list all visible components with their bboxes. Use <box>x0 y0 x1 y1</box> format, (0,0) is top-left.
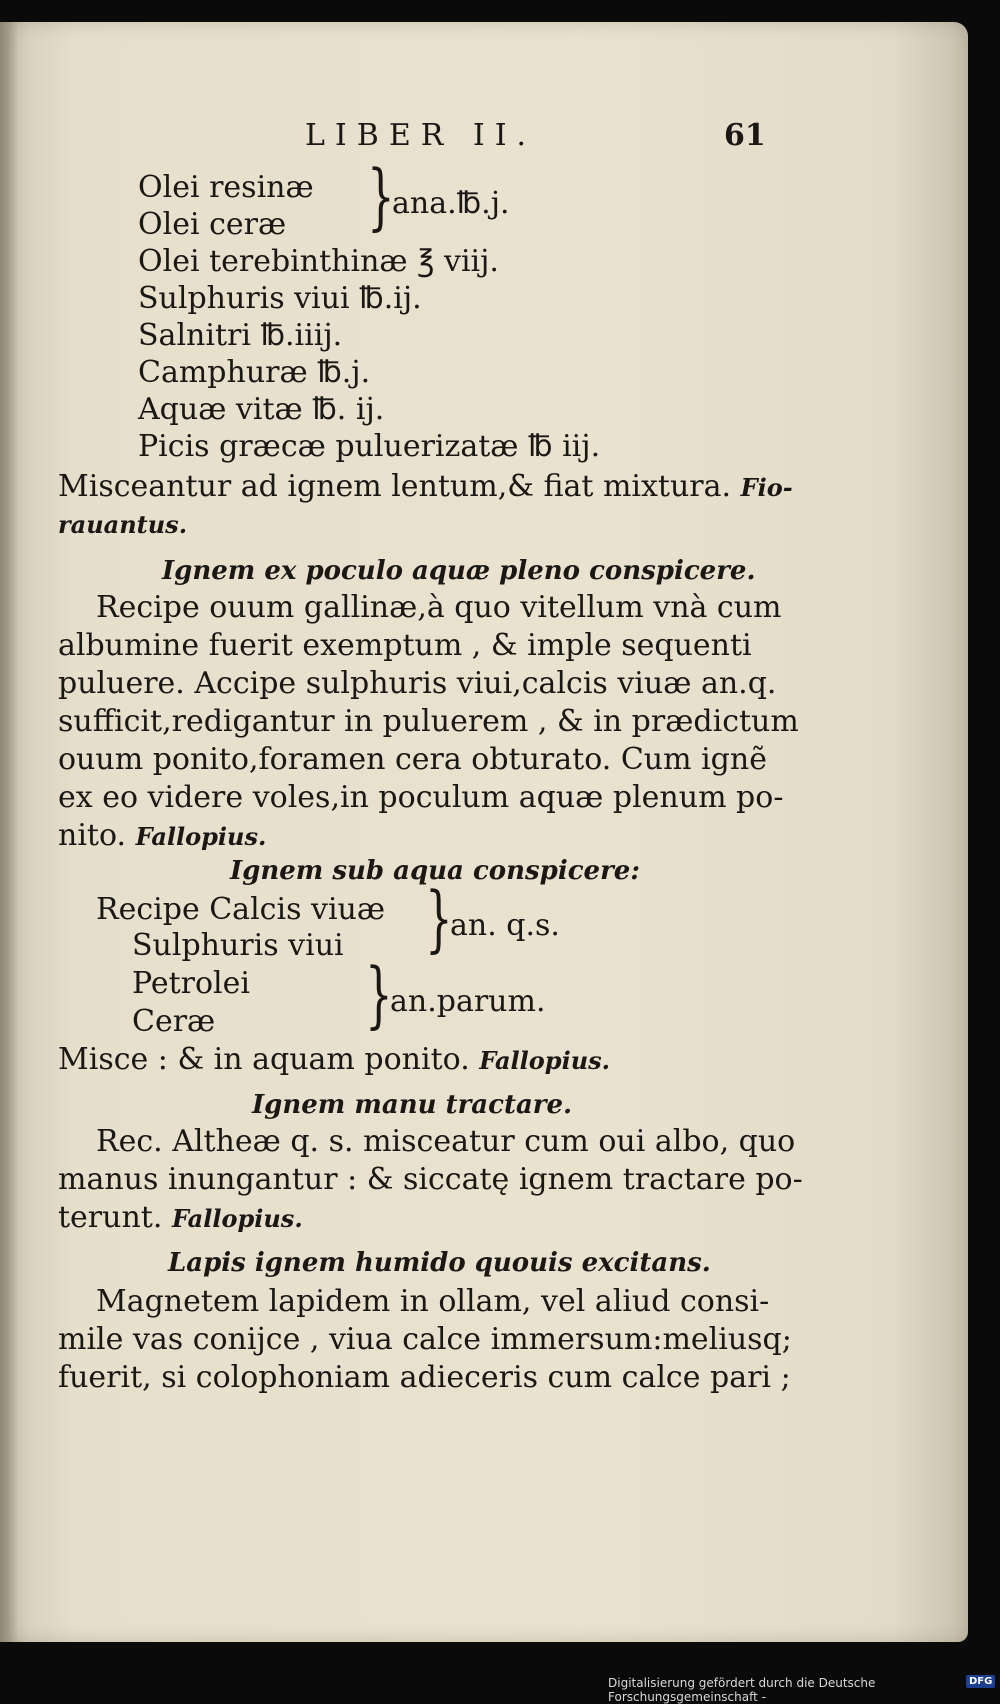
author-name: Fallopius. <box>479 1046 611 1075</box>
body-line: sufficit,redigantur in puluerem , & in prædictum <box>58 704 799 739</box>
page-number: 61 <box>724 118 766 153</box>
body-line: Magnetem lapidem in ollam, vel aliud consi- <box>96 1284 770 1319</box>
recipe-item: Salnitri ℔.iiij. <box>138 318 343 353</box>
recipe-item: Ceræ <box>132 1004 216 1039</box>
running-title: LIBER II. <box>305 118 537 153</box>
instruction-line <box>58 1042 610 1077</box>
recipe-item: Olei resinæ <box>138 170 314 205</box>
body-line: fuerit, si colophoniam adieceris cum calce pari ; <box>58 1360 791 1395</box>
brace-label: an. q.s. <box>450 908 560 943</box>
recipe-item: Olei ceræ <box>138 207 287 242</box>
author-name: Fallopius. <box>171 1204 303 1233</box>
author-name: Fio- <box>740 473 793 502</box>
brace-icon: } <box>367 154 395 238</box>
body-line <box>58 1200 303 1235</box>
body-text: terunt. <box>58 1200 163 1235</box>
brace-label: an.parum. <box>390 984 546 1019</box>
recipe-item: Recipe Calcis viuæ <box>96 892 386 927</box>
section-title: Ignem sub aqua conspicere: <box>230 856 640 886</box>
section-title: Ignem ex poculo aquæ pleno conspicere. <box>162 556 756 586</box>
instruction-text: Misce : & in aquam ponito. <box>58 1042 470 1077</box>
recipe-item: Olei terebinthinæ ℥ viij. <box>138 244 499 279</box>
brace-icon: } <box>365 952 393 1036</box>
body-line: manus inungantur : & siccatę ignem tractare po- <box>58 1162 803 1197</box>
recipe-item: Camphuræ ℔.j. <box>138 355 371 390</box>
digitization-credit: Digitalisierung gefördert durch die Deutsche Forschungsgemeinschaft - <box>608 1676 876 1704</box>
body-text: nito. <box>58 818 127 853</box>
brace-label: ana.℔.j. <box>392 186 510 221</box>
body-line: albumine fuerit exemptum , & imple sequenti <box>58 628 752 663</box>
body-line: ouum ponito,foramen cera obturato. Cum ignẽ <box>58 742 767 777</box>
body-line: puluere. Accipe sulphuris viui,calcis viuæ an.q. <box>58 666 777 701</box>
recipe-item: Sulphuris viui ℔.ij. <box>138 281 422 316</box>
body-line: mile vas conijce , viua calce immersum:meliusq; <box>58 1322 792 1357</box>
brace-icon: } <box>425 876 453 960</box>
dfg-logo: DFG <box>966 1675 995 1688</box>
section-title: Ignem manu tractare. <box>252 1090 573 1120</box>
instruction-line <box>58 469 793 504</box>
recipe-item: Sulphuris viui <box>132 928 344 963</box>
recipe-item: Petrolei <box>132 966 250 1001</box>
recipe-item: Aquæ vitæ ℔. ij. <box>138 392 385 427</box>
body-line <box>58 818 266 853</box>
instruction-text: Misceantur ad ignem lentum,& fiat mixtura. <box>58 469 732 504</box>
author-name: rauantus. <box>58 510 188 539</box>
section-title: Lapis ignem humido quouis excitans. <box>168 1248 711 1278</box>
recipe-item: Picis græcæ puluerizatæ ℔ iij. <box>138 429 601 464</box>
body-line: Rec. Altheæ q. s. misceatur cum oui albo, quo <box>96 1124 796 1159</box>
body-line: ex eo videre voles,in poculum aquæ plenum po- <box>58 780 784 815</box>
author-name: Fallopius. <box>135 822 267 851</box>
body-line: Recipe ouum gallinæ,à quo vitellum vnà cum <box>96 590 782 625</box>
